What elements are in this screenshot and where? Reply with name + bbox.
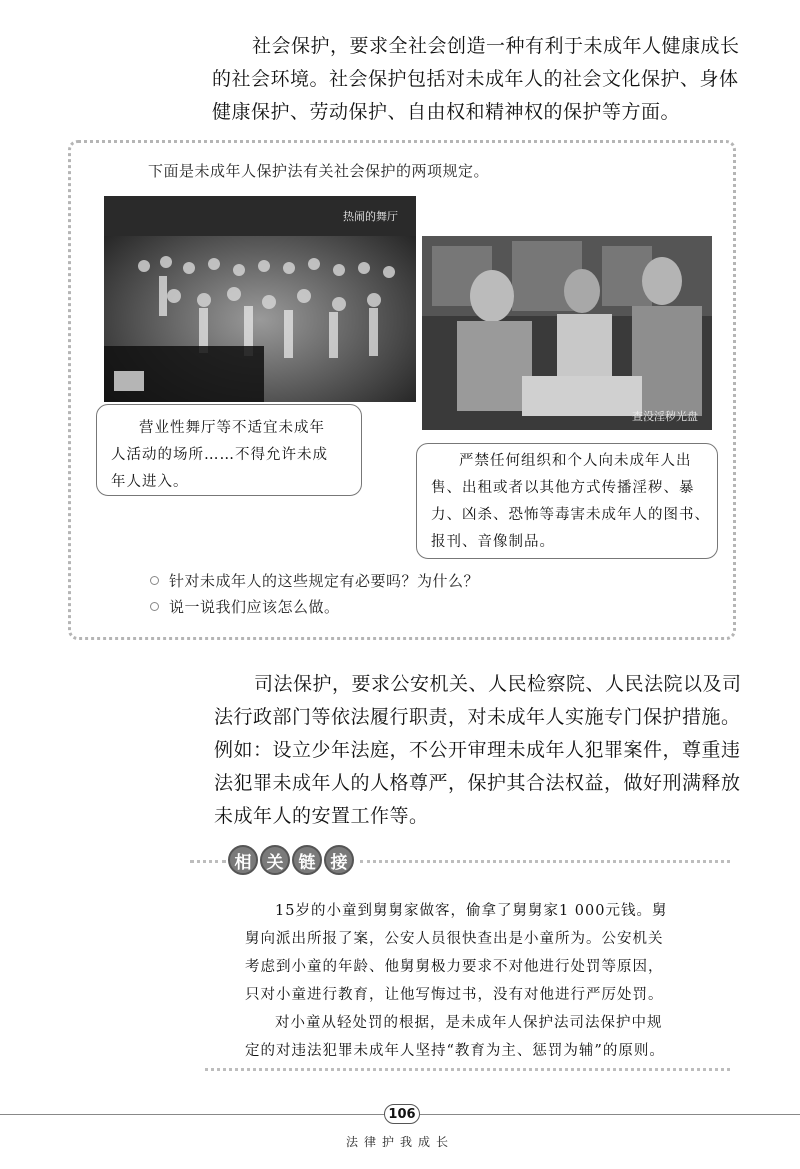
text-line: 对小童从轻处罚的根据，是未成年人保护法司法保护中规 <box>275 1015 663 1031</box>
confiscation-image <box>422 236 712 430</box>
text-line: 定的对违法犯罪未成年人坚持“教育为主、惩罚为辅”的原则。 <box>245 1043 665 1059</box>
note-dance-hall-rule <box>96 404 362 496</box>
question-item <box>150 593 479 619</box>
text-line: 社会保护，要求全社会创造一种有利于未成年人健康成长 <box>252 35 740 57</box>
paragraph-judicial-protection <box>214 668 742 833</box>
text-line: 法行政部门等依法履行职责，对未成年人实施专门保护措施。 <box>214 706 741 728</box>
book-title: 法律护我成长 <box>345 1135 454 1149</box>
tag-char: 接 <box>324 845 354 875</box>
tag-char: 相 <box>228 845 258 875</box>
related-link-tag <box>228 845 354 875</box>
note-media-rule <box>416 443 718 559</box>
text-line: 健康保护、劳动保护、自由权和精神权的保护等方面。 <box>212 101 681 123</box>
related-story <box>245 897 667 1065</box>
photo-dance-hall <box>104 196 416 402</box>
tag-char: 关 <box>260 845 290 875</box>
question-text: 说一说我们应该怎么做。 <box>169 597 340 616</box>
tag-char: 链 <box>292 845 322 875</box>
text-line: 报刊、音像制品。 <box>431 534 555 550</box>
text-line: 法犯罪未成年人的人格尊严，保护其合法权益，做好刑满释放 <box>214 772 741 794</box>
text-line: 考虑到小童的年龄、他舅舅极力要求不对他进行处罚等原因， <box>245 959 664 975</box>
text-line: 舅向派出所报了案，公安人员很快查出是小童所为。公安机关 <box>245 931 664 947</box>
text-line: 司法保护，要求公安机关、人民检察院、人民法院以及司 <box>254 673 742 695</box>
activity-intro: 下面是未成年人保护法有关社会保护的两项规定。 <box>148 162 490 180</box>
text-line: 严禁任何组织和个人向未成年人出 <box>459 453 692 469</box>
circle-bullet-icon <box>150 576 159 585</box>
paragraph-social-protection <box>212 30 740 129</box>
text-line: 15岁的小童到舅舅家做客，偷拿了舅舅家1 000元钱。舅 <box>275 903 668 919</box>
photo-caption-dance-hall: 热闹的舞厅 <box>343 210 398 223</box>
text-line: 力、凶杀、恐怖等毒害未成年人的图书、 <box>431 507 710 523</box>
text-line: 年人进入。 <box>111 474 189 490</box>
discussion-questions <box>150 567 479 619</box>
question-text: 针对未成年人的这些规定有必要吗？为什么？ <box>169 571 480 590</box>
section-divider-top <box>360 860 730 863</box>
question-item <box>150 567 479 593</box>
page-number: 106 <box>384 1104 420 1124</box>
dance-hall-image <box>104 196 416 402</box>
photo-confiscation <box>422 236 712 430</box>
text-line: 的社会环境。社会保护包括对未成年人的社会文化保护、身体 <box>212 68 739 90</box>
section-divider-top <box>190 860 226 863</box>
text-line: 营业性舞厅等不适宜未成年 <box>139 420 325 436</box>
text-line: 人活动的场所……不得允许未成 <box>111 447 328 463</box>
section-divider-bottom <box>205 1068 730 1071</box>
text-line: 例如：设立少年法庭，不公开审理未成年人犯罪案件，尊重违 <box>214 739 741 761</box>
circle-bullet-icon <box>150 602 159 611</box>
photo-caption-confiscation: 查没淫秽光盘 <box>632 410 698 423</box>
text-line: 售、出租或者以其他方式传播淫秽、暴 <box>431 480 695 496</box>
text-line: 未成年人的安置工作等。 <box>214 805 429 827</box>
text-line: 只对小童进行教育，让他写悔过书，没有对他进行严厉处罚。 <box>245 987 664 1003</box>
